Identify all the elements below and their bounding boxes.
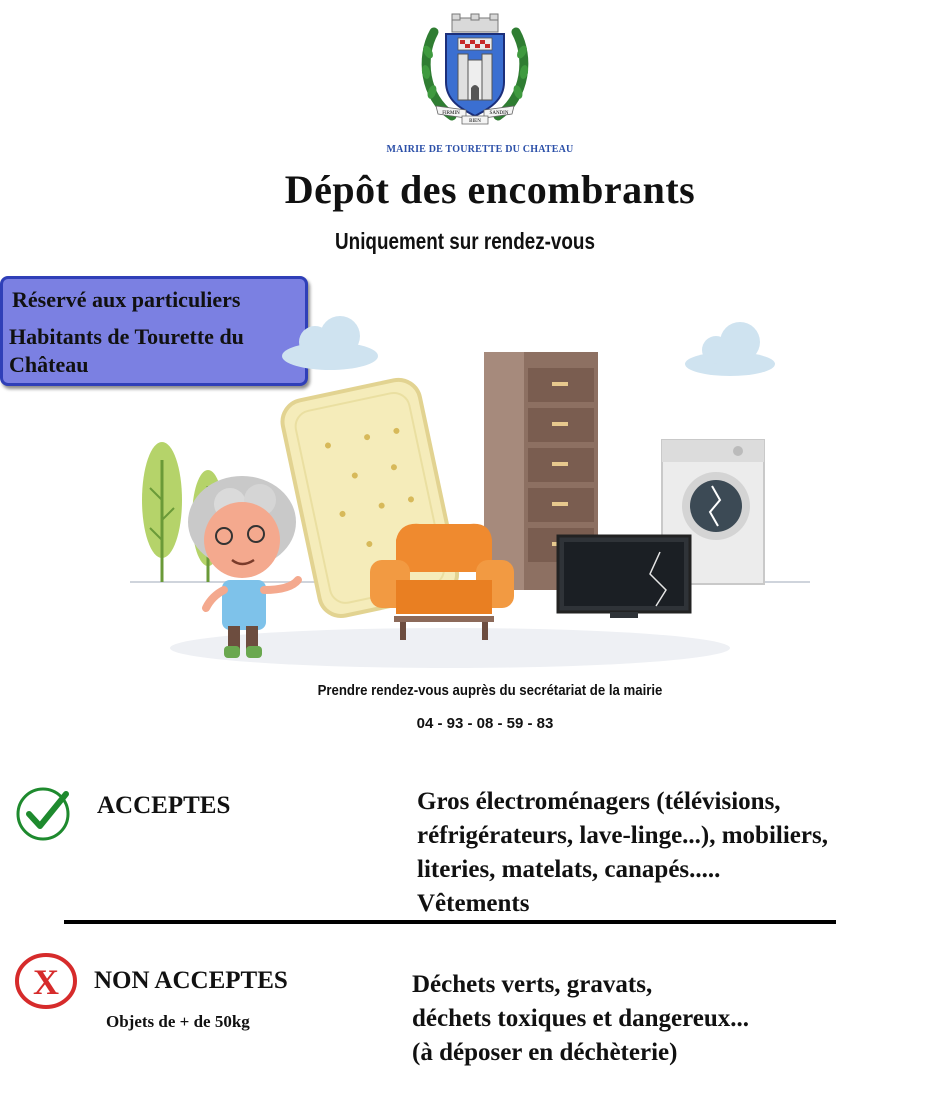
cloud-icon (685, 322, 775, 376)
elderly-man (188, 476, 298, 658)
phone-number: 04 - 93 - 08 - 59 - 83 (416, 715, 554, 732)
accepted-items-list (417, 785, 917, 921)
section-divider (64, 920, 836, 924)
accepted-label: ACCEPTES (97, 792, 231, 819)
refused-line: (à déposer en déchèterie) (412, 1039, 678, 1066)
coat-of-arms-icon (416, 12, 534, 130)
page-title: Dépôt des encombrants (284, 167, 696, 212)
svg-text:X: X (33, 962, 59, 1002)
accepted-line: literies, matelats, canapés..... (417, 856, 721, 883)
page-subtitle: Uniquement sur rendez-vous (335, 228, 595, 254)
x-icon (14, 952, 78, 1010)
accepted-line: Vêtements (417, 890, 530, 917)
refused-items-list (412, 968, 912, 1070)
crest-motto-right: SANDIN (489, 111, 509, 116)
accepted-line: Gros électroménagers (télévisions, (417, 788, 781, 815)
crest-motto-bottom: BIEN (469, 119, 481, 124)
cloud-icon (282, 316, 378, 370)
refused-line: déchets toxiques et dangereux... (412, 1005, 750, 1032)
badge-line-1: Réservé aux particuliers (12, 287, 241, 312)
badge-line-2: Habitants de Tourette du Château (9, 324, 244, 377)
refused-label: NON ACCEPTES (94, 967, 288, 994)
weight-limit-note: Objets de + de 50kg (106, 1012, 250, 1031)
mairie-label: MAIRIE DE TOURETTE DU CHATEAU (386, 144, 574, 155)
crest-motto-left: FIRMIN (442, 111, 460, 116)
refused-line: Déchets verts, gravats, (412, 971, 653, 998)
check-icon (14, 786, 72, 842)
tree-icon (142, 442, 182, 582)
appointment-instruction: Prendre rendez-vous auprès du secrétariat de la mairie (317, 682, 663, 699)
bulky-items-illustration (120, 290, 820, 680)
broken-television (558, 536, 690, 618)
accepted-line: réfrigérateurs, lave-linge...), mobiliers, (417, 822, 828, 849)
